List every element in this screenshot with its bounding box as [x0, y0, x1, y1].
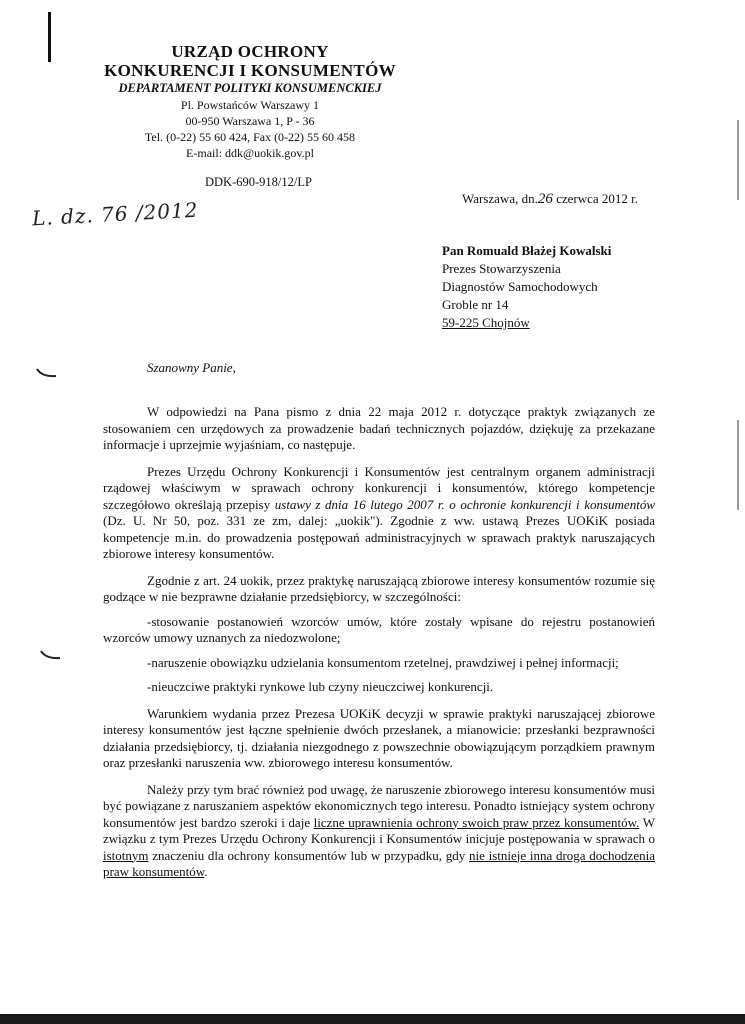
recipient-line: Diagnostów Samochodowych — [442, 279, 598, 294]
list-item-2: -naruszenie obowiązku udzielania konsumentom rzetelnej, prawdziwej i pełnej informacji; — [147, 654, 619, 670]
letterhead — [100, 42, 400, 161]
date-suffix: czerwca 2012 r. — [552, 191, 639, 206]
handwritten-note: L. dz. 76 /2012 — [31, 197, 200, 231]
paragraph-5-text: . — [204, 864, 208, 879]
margin-line — [48, 12, 51, 62]
date-prefix: Warszawa, dn. — [462, 191, 538, 206]
recipient-name: Pan Romuald Błażej Kowalski — [442, 243, 612, 258]
date-day: 26 — [537, 191, 553, 207]
scan-edge-mark — [737, 420, 739, 510]
paragraph-5-text: Należy przy tym brać również pod uwagę, że naruszenie zbiorowego interesu konsumentów musi być powiązane z naruszaniem aspektów ekonomicznych tego interesu. Ponadto istniejący system ochrony konsumentów jest bardzo szeroki i daje — [103, 781, 655, 830]
org-name-line1: URZĄD OCHRONY — [171, 42, 329, 61]
paragraph-1: W odpowiedzi na Pana pismo z dnia 22 maja 2012 r. dotyczące praktyk związanych ze stosowaniem cen urzędowych za prowadzenie badań technicznych pojazdów, dziękuję za przekazane informacje i uprzejmie wyjaśniam, co następuje. — [103, 404, 655, 452]
underlined-phrase: nie istnieje inna droga dochodzenia praw konsumentów — [103, 847, 655, 879]
paragraph-2 — [103, 464, 655, 563]
list-item-1: -stosowanie postanowień wzorców umów, które zostały wpisane do rejestru postanowień wzorców umowy uznanych za niedozwolone; — [103, 613, 655, 645]
margin-tick-mark — [40, 648, 62, 666]
margin-tick-mark — [36, 366, 58, 384]
address-line: Pl. Powstańców Warszawy 1 — [180, 98, 320, 112]
recipient-block — [442, 242, 611, 332]
list-item-3: -nieuczciwe praktyki rynkowe lub czyny nieuczciwej konkurencji. — [147, 679, 494, 694]
email-line: E-mail: ddk@uokik.gov.pl — [186, 146, 314, 160]
recipient-postal: 59-225 Chojnów — [442, 315, 530, 330]
recipient-line: Prezes Stowarzyszenia — [442, 261, 561, 276]
org-name-line2: KONKURENCJI I KONSUMENTÓW — [104, 61, 396, 80]
scan-edge-mark — [737, 120, 739, 200]
department-name: DEPARTAMENT POLITYKI KONSUMENCKIEJ — [118, 81, 382, 95]
paragraph-5-text: W związku z tym Prezes Urzędu Ochrony Konkurencji i Konsumentów inicjuje postępowania w sprawach o — [103, 814, 655, 846]
address-line: Tel. (0-22) 55 60 424, Fax (0-22) 55 60 458 — [144, 130, 356, 144]
date-line — [462, 191, 638, 208]
underlined-phrase: istotnym — [103, 847, 149, 863]
paragraph-3: Zgodnie z art. 24 uokik, przez praktykę naruszającą zbiorowe interesy konsumentów rozumie się godzące w nie bezprawne działanie przedsiębiorcy, w szczególności: — [103, 572, 655, 604]
scan-bottom-edge — [0, 1014, 745, 1024]
paragraph-4: Warunkiem wydania przez Prezesa UOKiK decyzji w sprawie praktyki naruszającej zbiorowe interesy konsumentów jest łączne spełnienie dwóch przesłanek, a mianowicie: przesłanki bezprawności działania przedsiębiorcy, tj. działania niezgodnego z powszechnie obowiązującym porządkiem prawnym oraz przesłanki naruszenia ww. zbiorowego interesu konsumentów. — [103, 705, 655, 770]
salutation: Szanowny Panie, — [147, 360, 236, 375]
paragraph-5 — [103, 782, 655, 881]
underlined-phrase: liczne uprawnienia ochrony swoich praw przez konsumentów. — [313, 814, 640, 830]
address-line: 00-950 Warszawa 1, P - 36 — [185, 114, 315, 128]
paragraph-2-text: Prezes Urzędu Ochrony Konkurencji i Konsumentów jest centralnym organem administracji rządowej właściwym w sprawach ochrony konkurencji i konsumentów, którego kompetencje szczegółowo określają przepisy — [103, 463, 655, 512]
letter-body — [103, 404, 655, 889]
recipient-line: Groble nr 14 — [442, 297, 509, 312]
paragraph-5-text: znaczeniu dla ochrony konsumentów lub w przypadku, gdy — [148, 847, 469, 863]
statute-title: ustawy z dnia 16 lutego 2007 r. o ochronie konkurencji i konsumentów — [274, 496, 655, 512]
paragraph-2-text: (Dz. U. Nr 50, poz. 331 ze zm, dalej: „uokik"). Zgodnie z ww. ustawą Prezes UOKiK posiada kompetencje m.in. do prowadzenia postępowań administracyjnych w sprawach praktyk naruszających zbiorowe interesy konsumentów. — [103, 513, 655, 561]
reference-number: DDK-690-918/12/LP — [205, 175, 312, 189]
